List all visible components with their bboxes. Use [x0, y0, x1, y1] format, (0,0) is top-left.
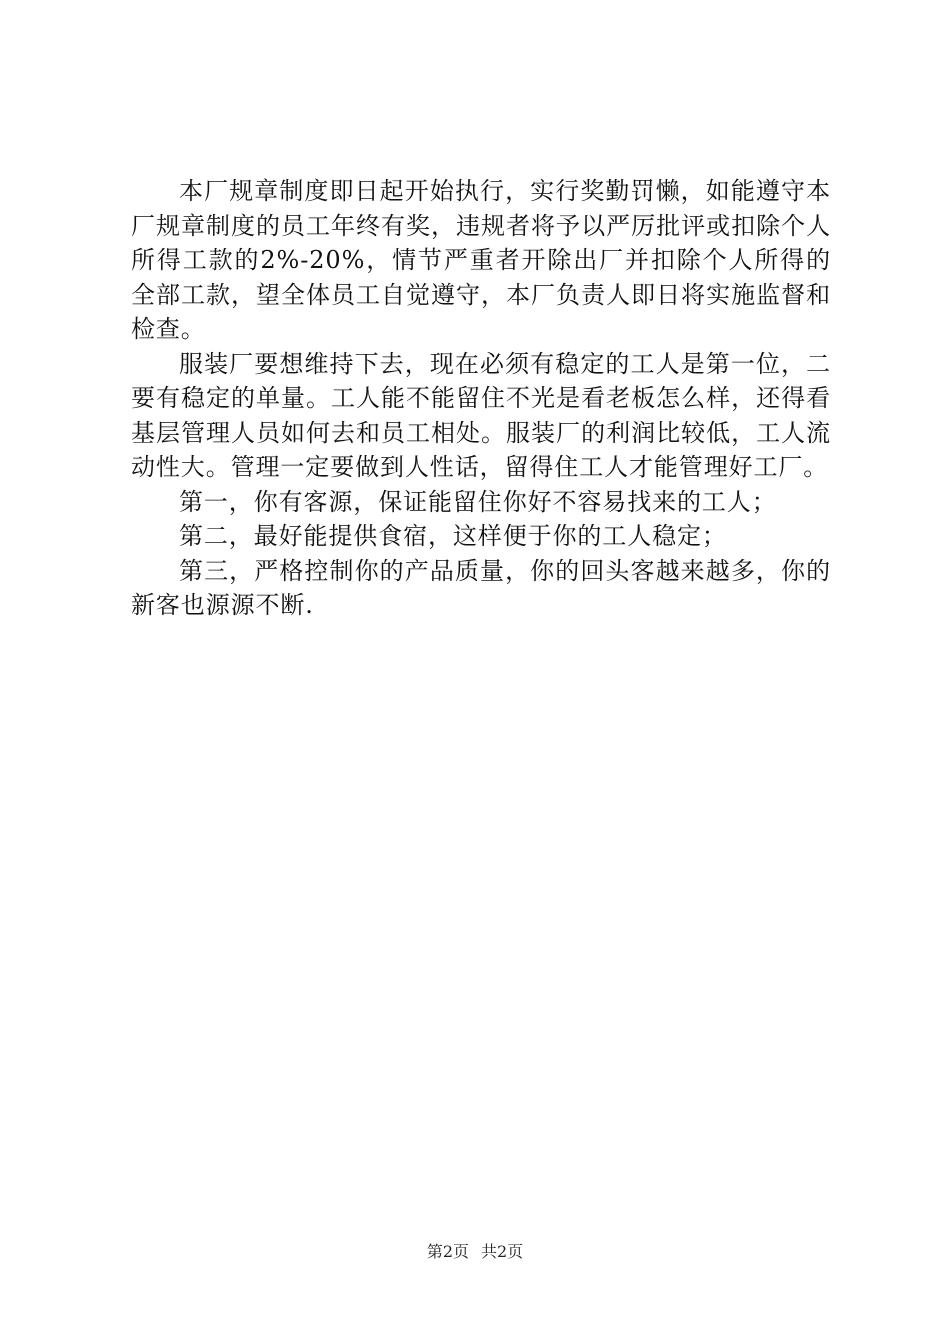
paragraph-point-two: 第二，最好能提供食宿，这样便于你的工人稳定； [179, 522, 727, 550]
paragraph-point-three: 第三，严格控制你的产品质量，你的回头客越来越多，你的新客也源源不断. [131, 556, 831, 619]
paragraph-rules-enforcement: 本厂规章制度即日起开始执行，实行奖勤罚懒，如能遵守本厂规章制度的员工年终有奖，违规者将予以严厉批评或扣除个人所得工款的2%-20%，情节严重者开除出厂并扣除个人所得的全部工款，望全体员工自觉遵守，本厂负责人即日将实施监督和检查。 [131, 177, 831, 343]
document-body [131, 174, 831, 623]
paragraph-point-one: 第一，你有客源，保证能留住你好不容易找来的工人； [179, 487, 777, 516]
paragraph-factory-management: 服装厂要想维持下去，现在必须有稳定的工人是第一位，二要有稳定的单量。工人能不能留住不光是看老板怎么样，还得看基层管理人员如何去和员工相处。服装厂的利润比较低，工人流动性大。管理一定要做到人性话，留得住工人才能管理好工厂。 [131, 349, 831, 481]
page-number: 第2页 [426, 1242, 469, 1261]
page-total: 共2页 [481, 1242, 524, 1261]
page-footer [0, 1241, 950, 1263]
